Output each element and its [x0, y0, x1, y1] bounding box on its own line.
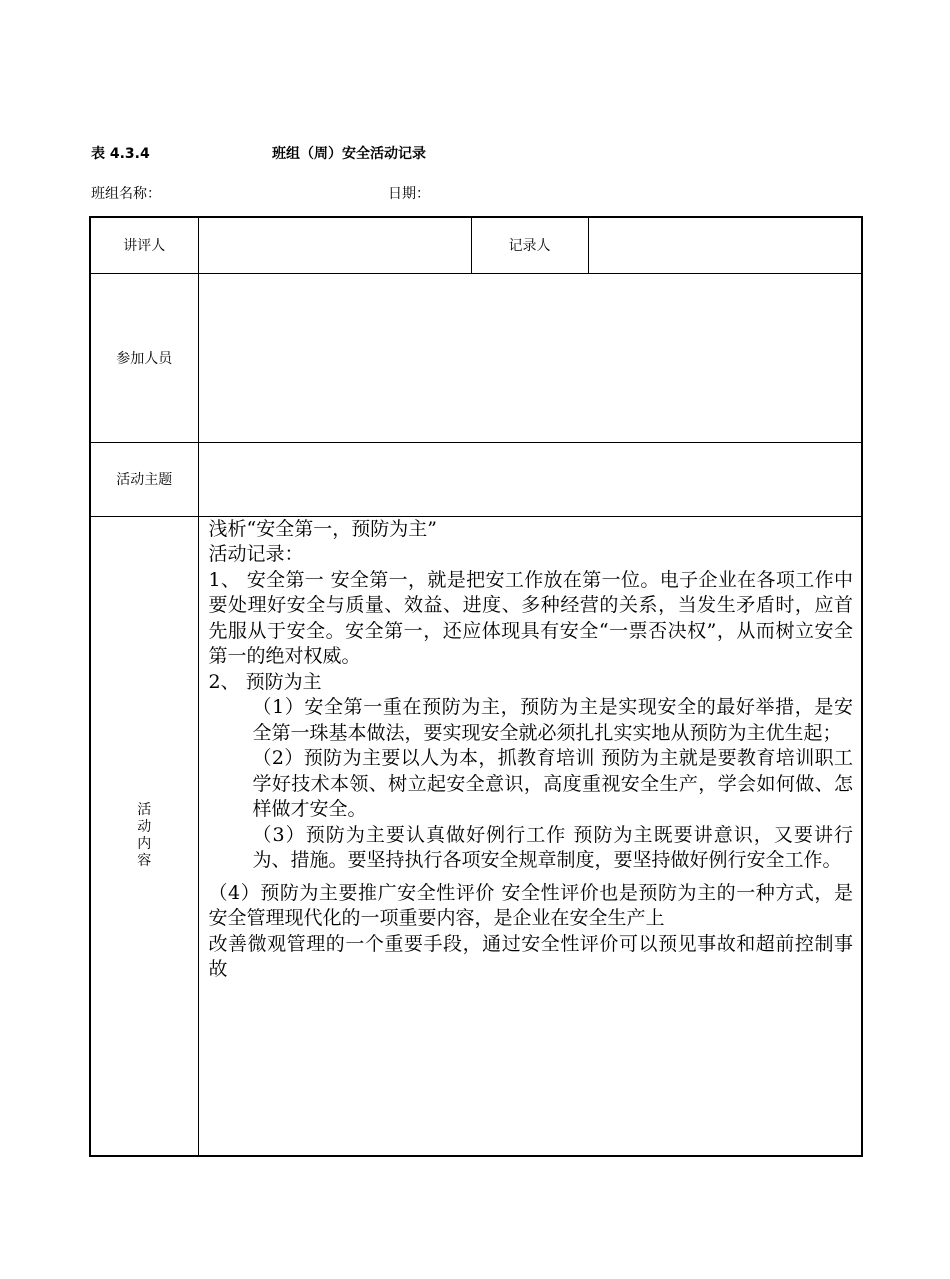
item-2: 2、 预防为主 [208, 670, 322, 693]
recorder-field[interactable] [588, 217, 862, 273]
item-1: 1、 安全第一 安全第一，就是把安工作放在第一位。电子企业在各项工作中要处理好安全与质量、效益、进度、多种经营的关系，当发生矛盾时，应首先服从于安全。安全第一，还应体现具有安全“一票否决权”，从而树立安全第一的绝对权威。 [208, 568, 853, 667]
sub-item-4: （4）预防为主要推广安全性评价 安全性评价也是预防为主的一种方式，是安全管理现代化的一项重要内容，是企业在安全生产上 [208, 881, 853, 929]
table-number: 表 4.3.4 [91, 146, 150, 162]
reviewer-label: 讲评人 [90, 217, 198, 273]
participants-label: 参加人员 [90, 273, 198, 442]
table-row [90, 217, 862, 273]
table-row [90, 442, 862, 516]
date-label: 日期： [388, 186, 430, 202]
theme-label: 活动主题 [90, 442, 198, 516]
table-row [90, 516, 862, 1156]
sub-item-1: （1）安全第一重在预防为主，预防为主是实现安全的最好举措，是安全第一珠基本做法，要实现安全就必须扎扎实实地从预防为主优生起； [252, 696, 853, 744]
sub-item-4-continued: 改善微观管理的一个重要手段，通过安全性评价可以预见事故和超前控制事故 [208, 932, 853, 980]
sub-item-2: （2）预防为主要以人为本，抓教育培训 预防为主就是要教育培训职工学好技术本领、树立起安全意识，高度重视安全生产，学会如何做、怎样做才安全。 [252, 747, 853, 820]
sub-item-3: （3）预防为主要认真做好例行工作 预防为主既要讲意识，又要讲行为、措施。要坚持执行各项安全规章制度，要坚持做好例行安全工作。 [252, 823, 853, 871]
theme-field[interactable] [198, 442, 862, 516]
activity-content [209, 517, 854, 983]
content-field[interactable] [198, 516, 862, 1156]
record-label: 活动记录： [208, 543, 304, 565]
content-label-cell [90, 516, 198, 1156]
content-label: 活动内容 [137, 801, 152, 869]
recorder-label: 记录人 [471, 217, 588, 273]
content-heading: 浅析“安全第一，预防为主” [208, 517, 437, 540]
activity-record-table [89, 216, 863, 1157]
participants-field[interactable] [198, 273, 862, 442]
team-name-label: 班组名称： [91, 186, 161, 202]
table-row [90, 273, 862, 442]
reviewer-field[interactable] [198, 217, 471, 273]
page-title: 班组（周）安全活动记录 [272, 146, 426, 162]
